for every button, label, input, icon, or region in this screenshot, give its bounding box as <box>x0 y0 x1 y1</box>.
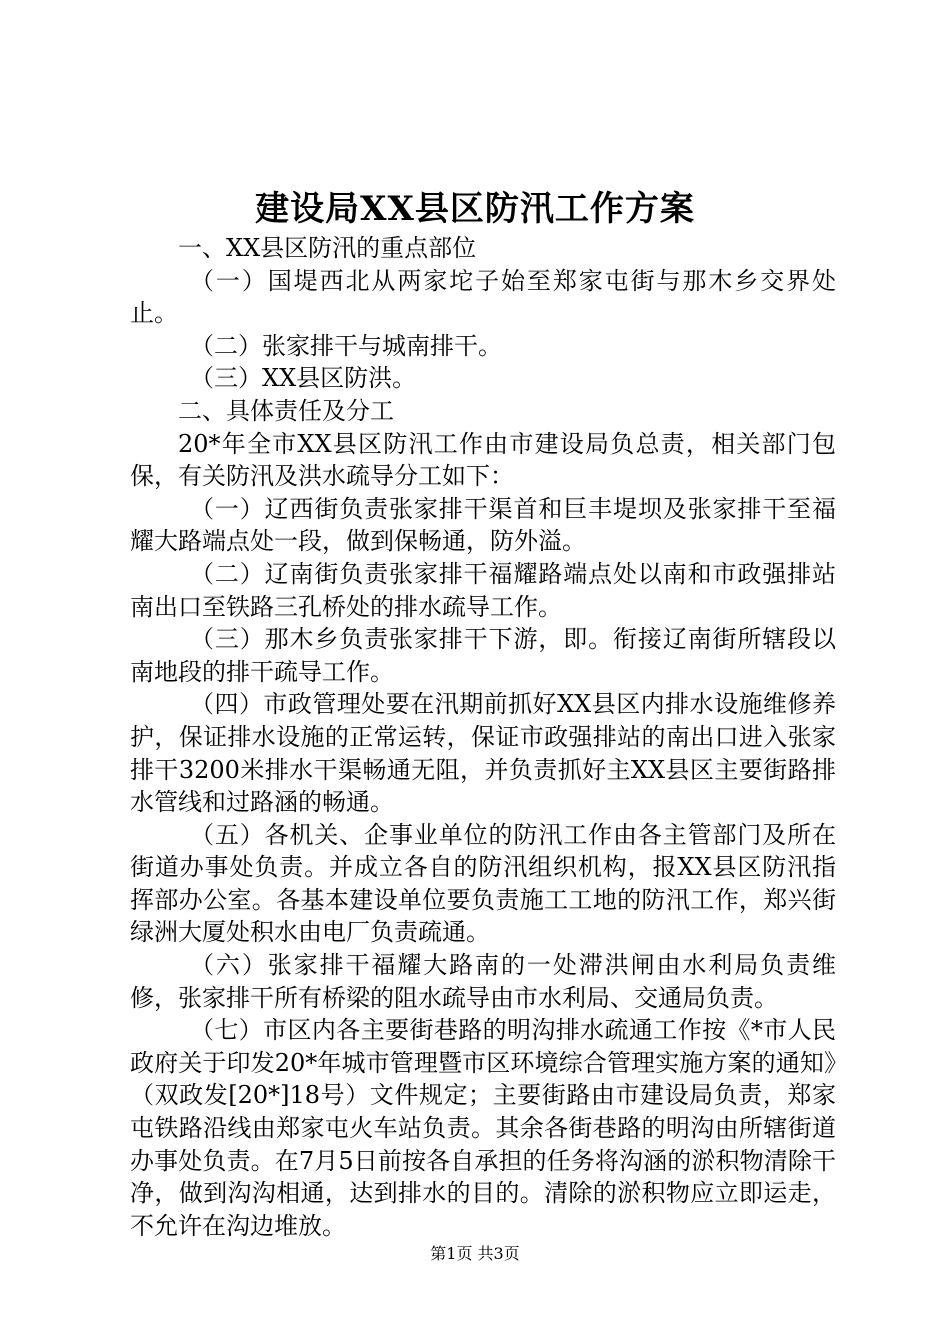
paragraph: 一、XX县区防汛的重点部位 <box>178 234 477 262</box>
paragraph: （三）XX县区防洪。 <box>190 364 417 393</box>
document-body <box>130 232 836 1242</box>
paragraph: （一）辽西街负责张家排干渠首和巨丰堤坝及张家排干至福耀大路端点处一段，做到保畅通，防外溢。 <box>130 494 836 556</box>
paragraph: （五）各机关、企事业单位的防汛工作由各主管部门及所在街道办事处负责。并成立各自的防汛组织机构，报XX县区防汛指挥部办公室。各基本建设单位要负责施工工地的防汛工作，郑兴街绿洲大厦处积水由电厂负责疏通。 <box>130 820 836 947</box>
document-title: 建设局XX县区防汛工作方案 <box>255 189 695 229</box>
paragraph: （七）市区内各主要街巷路的明沟排水疏通工作按《*市人民政府关于印发20*年城市管理暨市区环境综合管理实施方案的通知》（双政发[20*]18号）文件规定；主要街路由市建设局负责，郑家屯铁路沿线由郑家屯火车站负责。其余各街巷路的明沟由所辖街道办事处负责。在7月5日前按各自承担的任务将沟涵的淤积物清除干净，做到沟沟相通，达到排水的目的。清除的淤积物应立即运走，不允许在沟边堆放。 <box>130 1016 836 1240</box>
paragraph: 20*年全市XX县区防汛工作由市建设局负总责，相关部门包保，有关防汛及洪水疏导分工如下： <box>130 429 836 491</box>
paragraph: 二、具体责任及分工 <box>178 396 394 425</box>
paragraph: （二）张家排干与城南排干。 <box>190 331 502 360</box>
paragraph: （一）国堤西北从两家坨子始至郑家屯街与那木乡交界处止。 <box>130 266 836 328</box>
paragraph: （四）市政管理处要在汛期前抓好XX县区内排水设施维修养护，保证排水设施的正常运转，保证市政强排站的南出口进入张家排干3200米排水干渠畅通无阻，并负责抓好主XX县区主要街路排水管线和过路涵的畅通。 <box>130 690 836 817</box>
paragraph: （六）张家排干福耀大路南的一处滞洪闸由水利局负责维修，张家排干所有桥梁的阻水疏导由市水利局、交通局负责。 <box>130 951 836 1012</box>
page-footer: 第1页 共3页 <box>430 1244 520 1263</box>
paragraph: （二）辽南街负责张家排干福耀路端点处以南和市政强排站南出口至铁路三孔桥处的排水疏导工作。 <box>130 559 836 621</box>
paragraph: （三）那木乡负责张家排干下游，即。衔接辽南街所辖段以南地段的排干疏导工作。 <box>130 625 836 686</box>
